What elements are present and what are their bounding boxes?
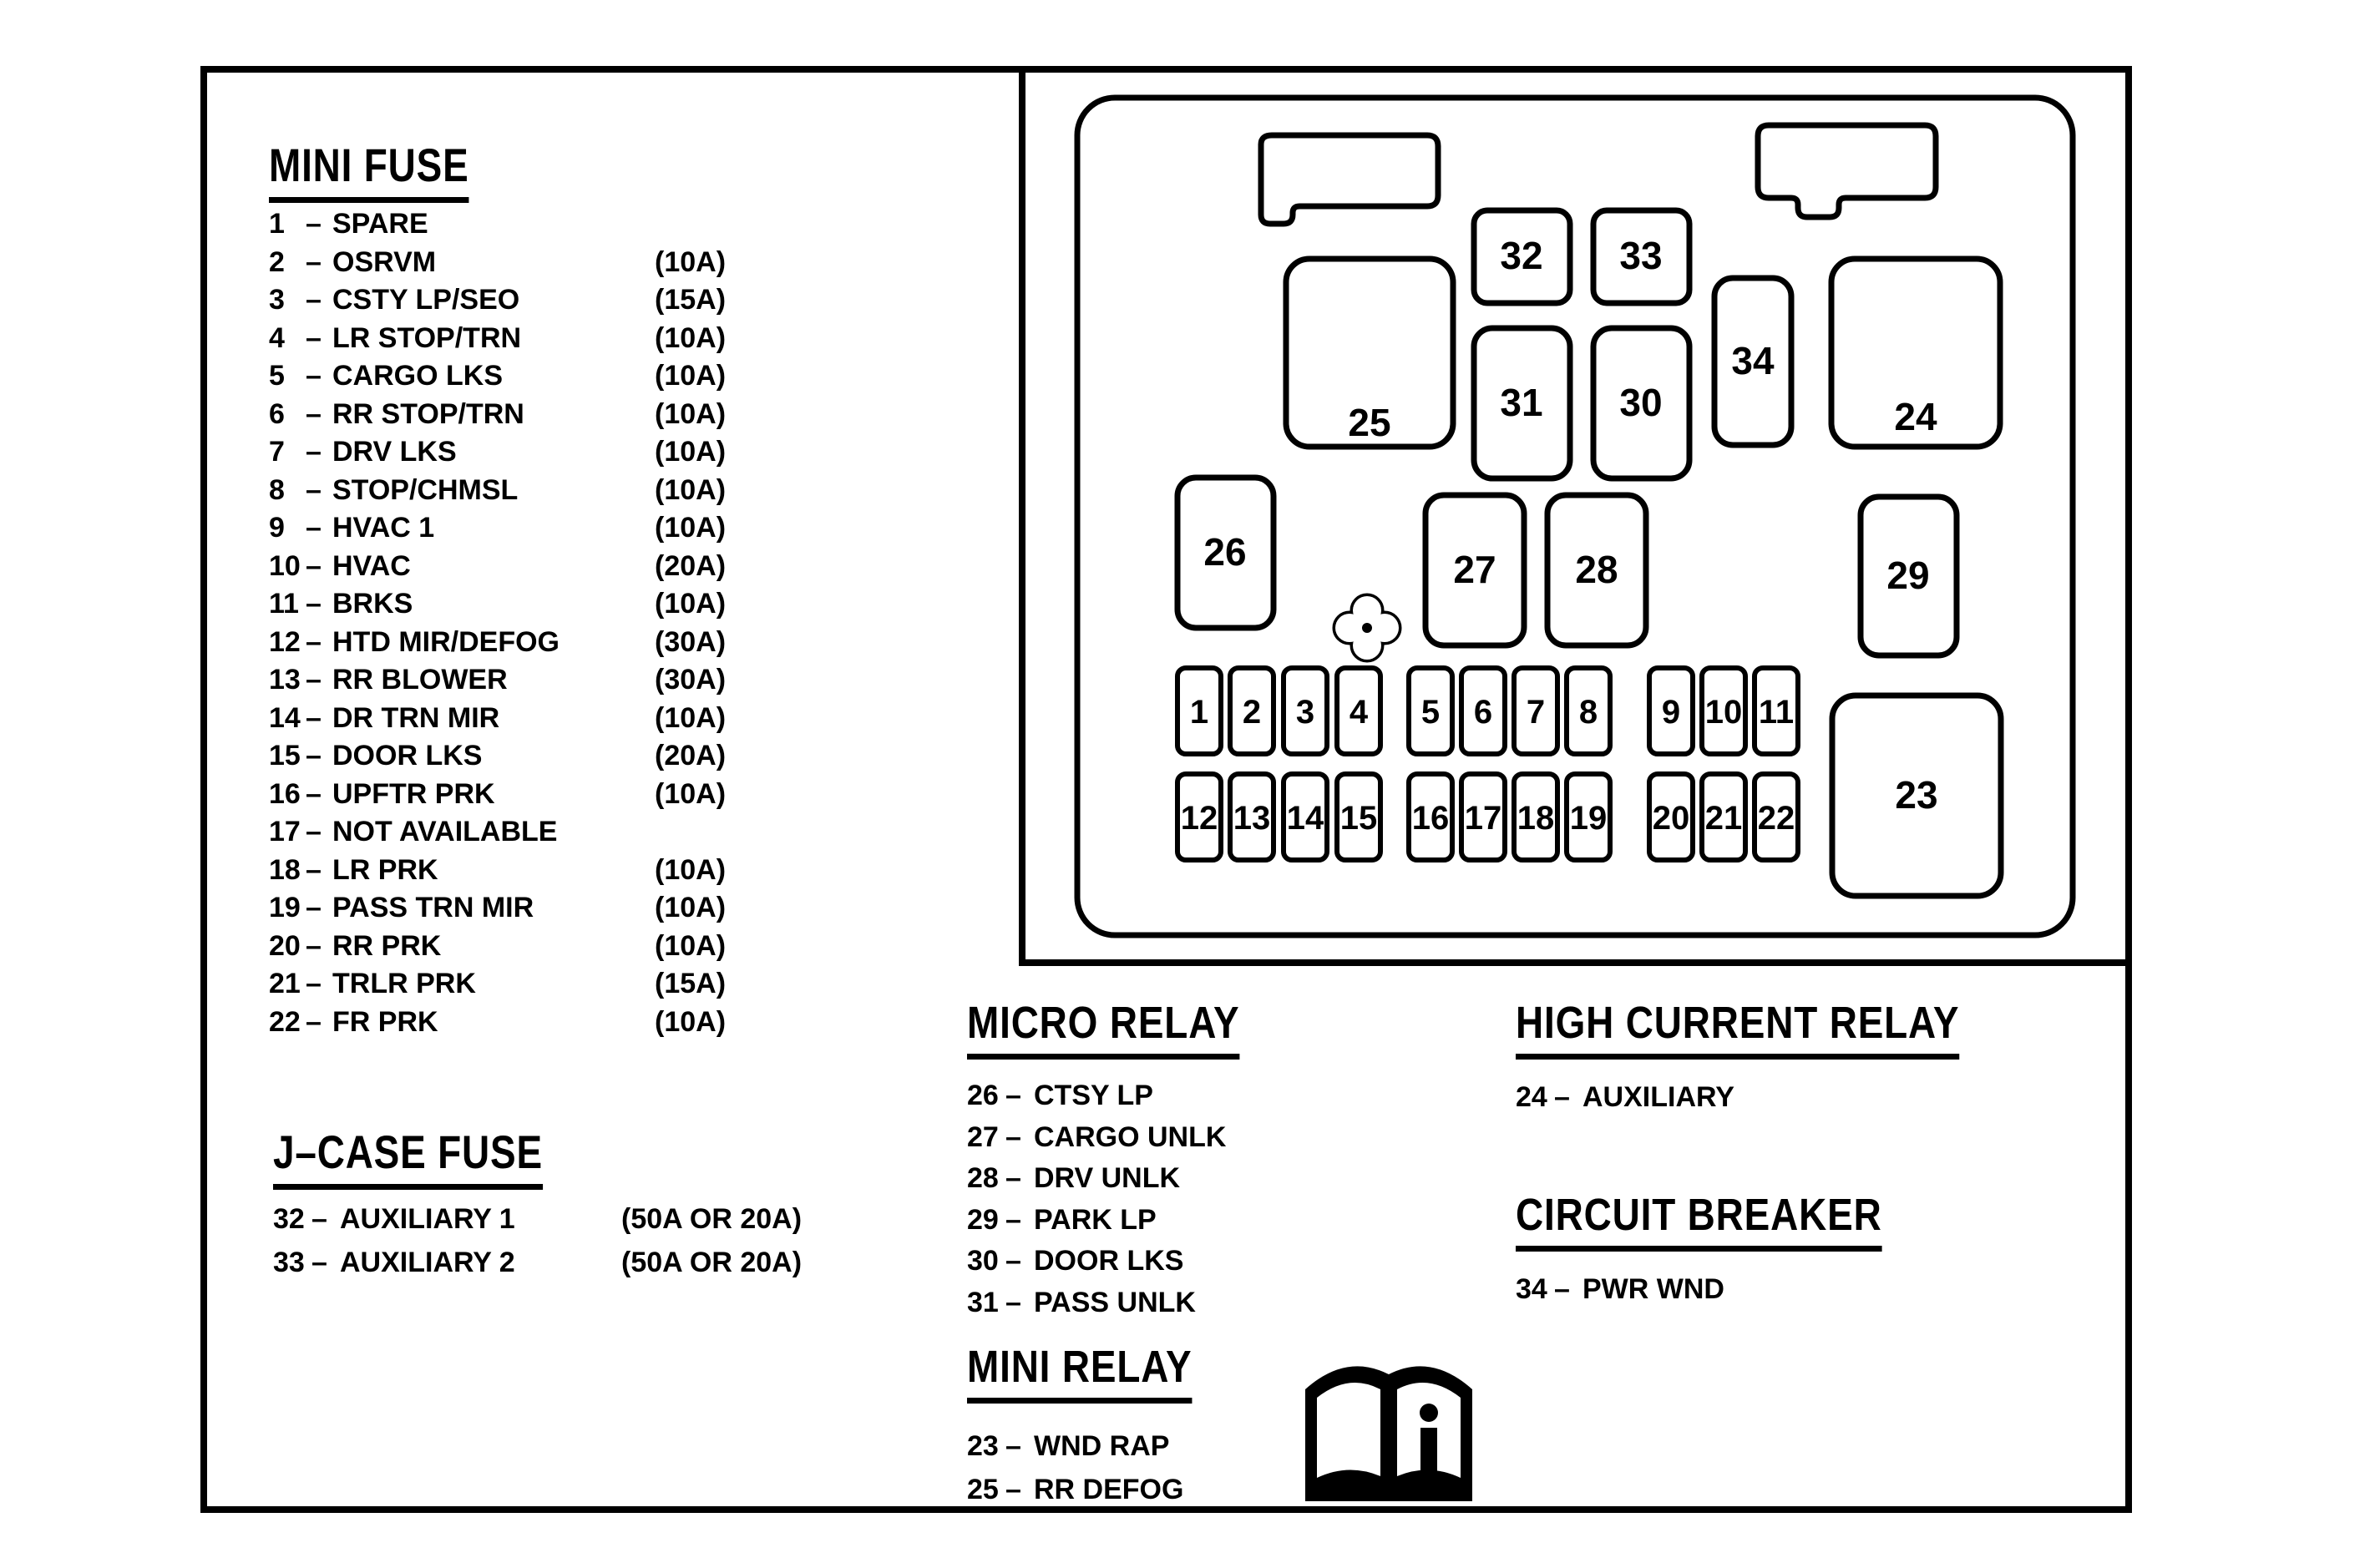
micro-relay-section-title: MICRO RELAY — [967, 1000, 1288, 1060]
mini-fuse-slot-4-label: 4 — [1349, 694, 1369, 731]
mini-fuse-list — [269, 205, 787, 1041]
j-case-list — [273, 1197, 803, 1284]
relay-list-row: 29 – PARK LP — [967, 1203, 1157, 1236]
fuse-list-row: 21 – TRLR PRK (15A) — [269, 968, 727, 999]
fuse-list-row: 5 – CARGO LKS (10A) — [269, 360, 727, 392]
fuse-list-row: 17 – NOT AVAILABLE — [269, 816, 558, 847]
mini-fuse-slot-11-label: 11 — [1758, 694, 1795, 731]
mini-fuse-slot-12-label: 12 — [1180, 800, 1218, 837]
relay-slot-26-label: 26 — [1203, 530, 1247, 574]
circuit-breaker-section-title: CIRCUIT BREAKER — [1516, 1192, 1947, 1252]
mini-fuse-slot-13-label: 13 — [1233, 800, 1271, 837]
micro-relay-list — [967, 1075, 1401, 1323]
fuse-list-row: 32 – AUXILIARY 1 (50A OR 20A) — [273, 1203, 803, 1235]
j-case-section-title: J–CASE FUSE — [273, 1129, 602, 1190]
mini-fuse-section-title: MINI FUSE — [269, 142, 513, 203]
fuse-list-row: 20 – RR PRK (10A) — [269, 929, 727, 962]
mini-fuse-slot-22-label: 22 — [1757, 800, 1795, 837]
relay-slot-30-label: 30 — [1619, 381, 1663, 424]
relay-slot-24-label: 24 — [1894, 395, 1937, 438]
fuse-list-row: 19 – PASS TRN MIR (10A) — [269, 892, 727, 923]
fuse-list-row: 14 – DR TRN MIR (10A) — [269, 701, 727, 734]
circuit-breaker-list — [1516, 1267, 1950, 1311]
fuse-list-row: 16 – UPFTR PRK (10A) — [269, 777, 727, 810]
mini-relay-list — [967, 1424, 1401, 1511]
relay-list-row: 25 – RR DEFOG — [967, 1474, 1184, 1505]
mini-fuse-slot-10-label: 10 — [1704, 694, 1743, 731]
high-current-relay-section-title: HIGH CURRENT RELAY — [1516, 1000, 2038, 1060]
relay-slot-29-label: 29 — [1886, 554, 1930, 597]
relay-list-row: 30 – DOOR LKS — [967, 1245, 1184, 1277]
fuse-list-row: 11 – BRKS (10A) — [269, 588, 727, 620]
fuse-list-row: 18 – LR PRK (10A) — [269, 853, 727, 886]
relay-list-row: 26 – CTSY LP — [967, 1080, 1153, 1111]
fuse-list-row: 6 – RR STOP/TRN (10A) — [269, 397, 727, 430]
mini-fuse-slot-19-label: 19 — [1569, 800, 1608, 837]
fuse-list-row: 12 – HTD MIR/DEFOG (30A) — [269, 625, 727, 658]
fuse-list-row: 4 – LR STOP/TRN (10A) — [269, 321, 727, 354]
mini-fuse-slot-15-label: 15 — [1339, 800, 1378, 837]
mini-fuse-slot-14-label: 14 — [1286, 800, 1324, 837]
mini-fuse-row-1 — [1177, 668, 1798, 754]
mini-fuse-slot-8-label: 8 — [1578, 694, 1598, 731]
relay-list-row: 27 – CARGO UNLK — [967, 1120, 1227, 1153]
fuse-list-row: 33 – AUXILIARY 2 (50A OR 20A) — [273, 1247, 803, 1278]
mini-fuse-slot-7-label: 7 — [1526, 694, 1546, 731]
fuse-slot-32-label: 32 — [1500, 234, 1543, 277]
mini-fuse-row-2 — [1177, 774, 1798, 860]
relay-list-row: 24 – AUXILIARY — [1516, 1081, 1734, 1113]
mini-fuse-slot-18-label: 18 — [1517, 800, 1555, 837]
relay-list-row: 31 – PASS UNLK — [967, 1286, 1196, 1318]
fuse-list-row: 1 – SPARE — [269, 208, 428, 240]
mini-fuse-slot-16-label: 16 — [1411, 800, 1450, 837]
fuse-list-row: 13 – RR BLOWER (30A) — [269, 664, 727, 696]
relay-list-row: 28 – DRV UNLK — [967, 1162, 1181, 1194]
fuse-slot-33-label: 33 — [1619, 234, 1663, 277]
fuse-list-row: 3 – CSTY LP/SEO (15A) — [269, 284, 727, 316]
fuse-list-row: 10 – HVAC (20A) — [269, 549, 727, 582]
fuse-list-row: 8 – STOP/CHMSL (10A) — [269, 473, 727, 506]
fuse-list-row: 22 – FR PRK (10A) — [269, 1005, 727, 1038]
mini-relay-section-title: MINI RELAY — [967, 1344, 1232, 1404]
mini-fuse-slot-6-label: 6 — [1473, 694, 1493, 731]
fuse-list-row: 9 – HVAC 1 (10A) — [269, 512, 727, 544]
mini-fuse-slot-21-label: 21 — [1704, 800, 1743, 837]
breaker-list-row: 34 – PWR WND — [1516, 1273, 1724, 1305]
mini-fuse-slot-20-label: 20 — [1652, 800, 1690, 837]
relay-slot-28-label: 28 — [1575, 548, 1618, 591]
relay-slot-31-label: 31 — [1500, 381, 1543, 424]
relay-slot-23-label: 23 — [1895, 773, 1938, 817]
fuse-list-row: 7 – DRV LKS (10A) — [269, 436, 727, 468]
high-current-relay-list — [1516, 1075, 1950, 1119]
relay-slot-27-label: 27 — [1453, 548, 1496, 591]
mini-fuse-slot-3-label: 3 — [1295, 694, 1315, 731]
mini-fuse-slot-9-label: 9 — [1661, 694, 1681, 731]
fuse-list-row: 15 – DOOR LKS (20A) — [269, 740, 727, 771]
relay-slot-25-label: 25 — [1348, 401, 1391, 444]
mini-fuse-slot-2-label: 2 — [1242, 694, 1262, 731]
mini-fuse-slot-17-label: 17 — [1464, 800, 1502, 837]
relay-list-row: 23 – WND RAP — [967, 1430, 1170, 1462]
mini-fuse-slot-5-label: 5 — [1420, 694, 1441, 731]
breaker-slot-34-label: 34 — [1731, 339, 1775, 382]
fuse-list-row: 2 – OSRVM (10A) — [269, 245, 727, 278]
mini-fuse-slot-1-label: 1 — [1189, 694, 1209, 731]
